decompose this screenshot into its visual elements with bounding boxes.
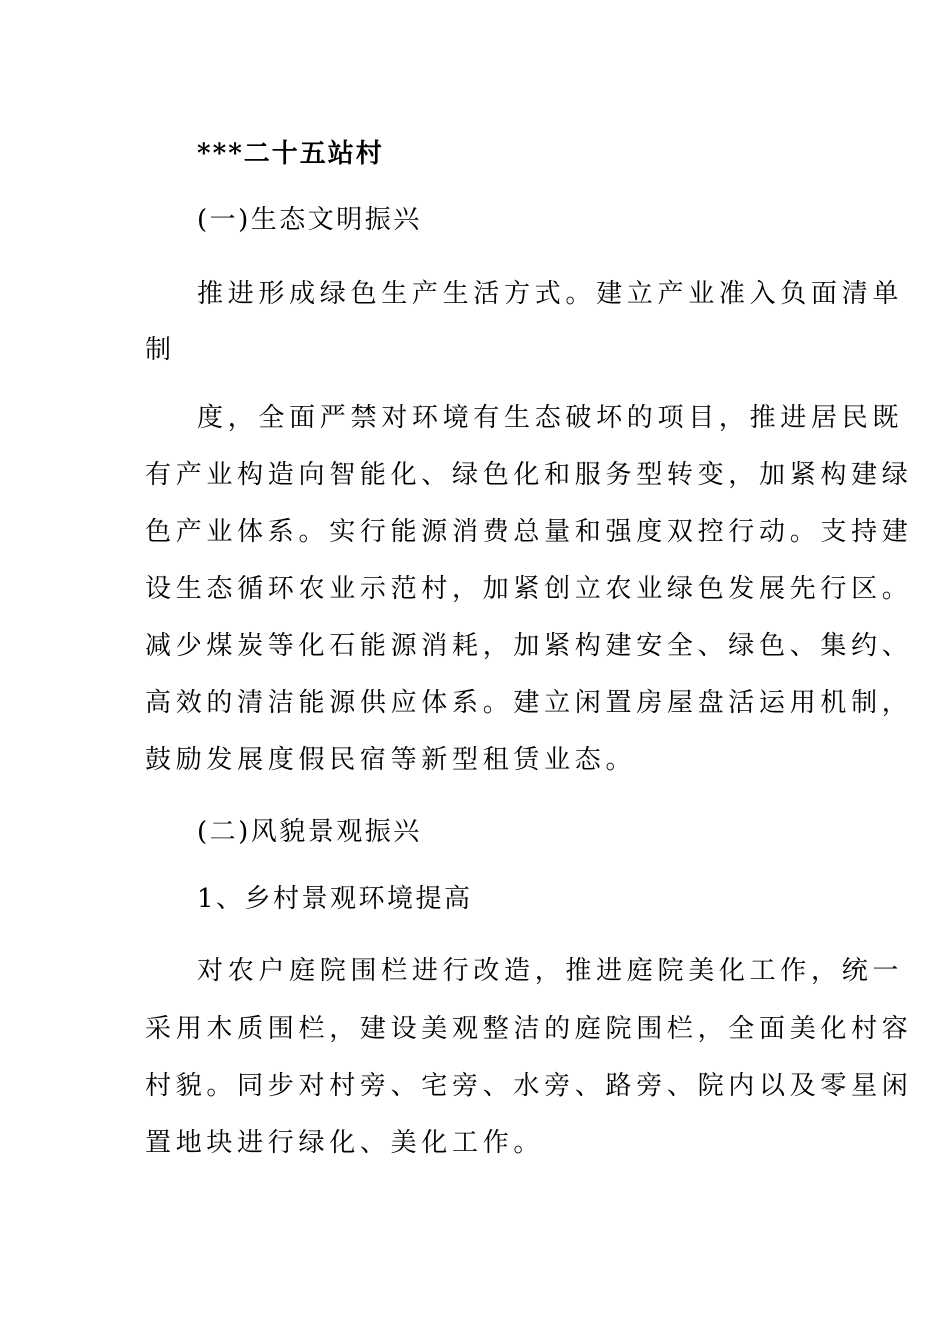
section-1-paragraph-1-line-2: 制 [145, 335, 176, 365]
section-1-paragraph-2-line-6: 高效的清洁能源供应体系。建立闲置房屋盘活运用机制， [145, 688, 913, 718]
section-2-paragraph-1-line-2: 采用木质围栏，建设美观整洁的庭院围栏，全面美化村容 [145, 1014, 913, 1044]
section-1-paragraph-1-line-1: 推进形成绿色生产生活方式。建立产业准入负面清单 [197, 279, 904, 309]
section-1-heading: (一)生态文明振兴 [197, 205, 422, 235]
section-1-paragraph-2-line-4: 设生态循环农业示范村，加紧创立农业绿色发展先行区。 [145, 574, 913, 604]
section-1-paragraph-2-line-2: 有产业构造向智能化、绿色化和服务型转变，加紧构建绿 [145, 460, 913, 490]
section-2-paragraph-1-line-1: 对农户庭院围栏进行改造，推进庭院美化工作，统一 [197, 956, 904, 986]
section-2-subheading: 1、乡村景观环境提高 [197, 884, 473, 914]
section-2-heading: (二)风貌景观振兴 [197, 817, 422, 847]
section-1-paragraph-2-line-3: 色产业体系。实行能源消费总量和强度双控行动。支持建 [145, 517, 913, 547]
section-1-paragraph-2-line-7: 鼓励发展度假民宿等新型租赁业态。 [145, 745, 637, 775]
section-2-paragraph-1-line-4: 置地块进行绿化、美化工作。 [145, 1128, 545, 1158]
document-title: ***二十五站村 [197, 139, 384, 169]
section-1-paragraph-2-line-1: 度，全面严禁对环境有生态破坏的项目，推进居民既 [197, 403, 904, 433]
section-1-paragraph-2-line-5: 减少煤炭等化石能源消耗，加紧构建安全、绿色、集约、 [145, 631, 913, 661]
section-2-paragraph-1-line-3: 村貌。同步对村旁、宅旁、水旁、路旁、院内以及零星闲 [145, 1071, 913, 1101]
